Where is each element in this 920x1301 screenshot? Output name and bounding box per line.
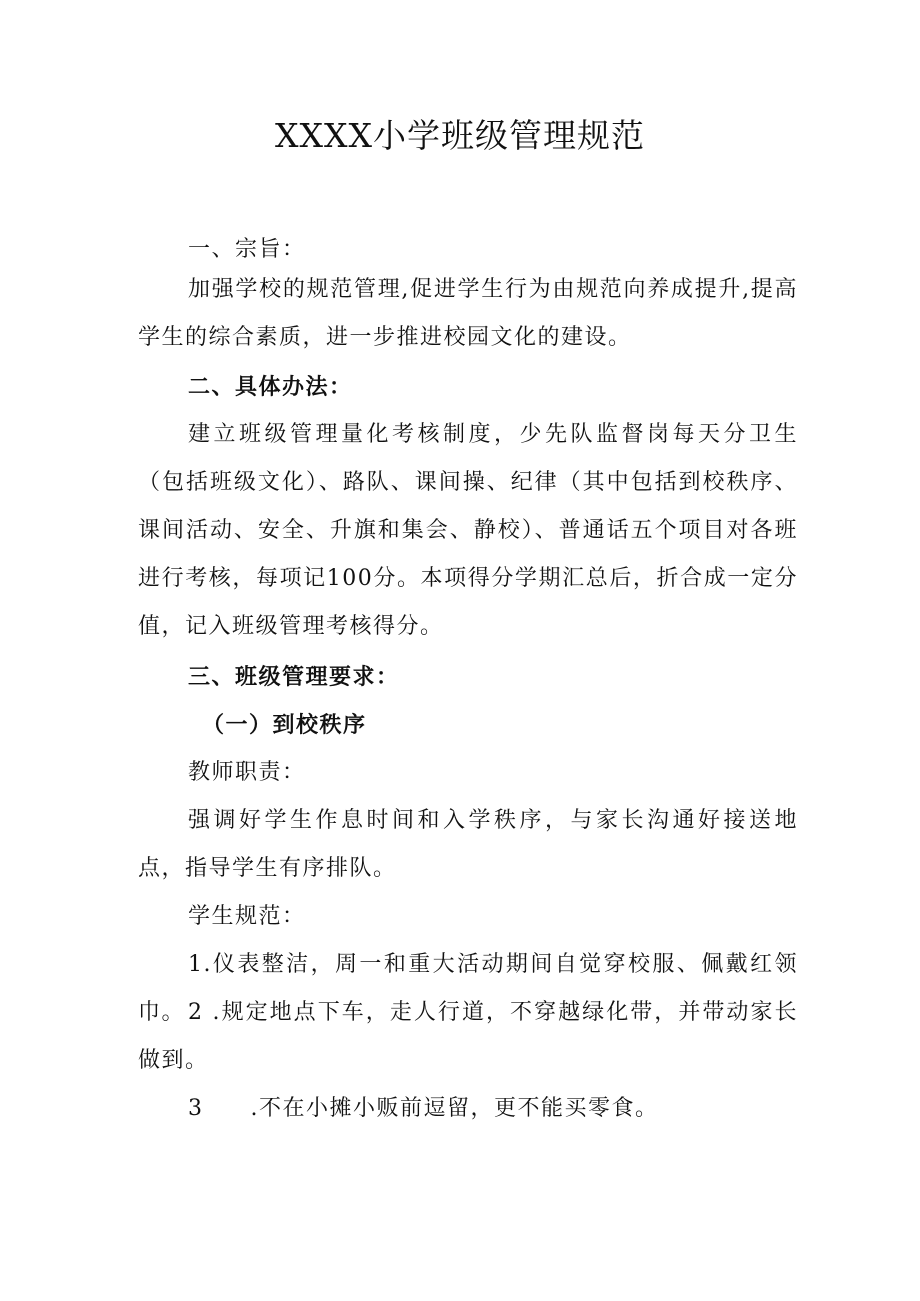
document-title: XXXX小学班级管理规范 <box>275 116 645 155</box>
section-2-body: 建立班级管理量化考核制度，少先队监督岗每天分卫生（包括班级文化）、路队、课间操、纪律（其中包括到校秩序、课间活动、安全、升旗和集会、静校）、普通话五个项目对各班进行考核，每项记100分。本项得分学期汇总后，折合成一定分值，记入班级管理考核得分。 <box>138 422 798 639</box>
student-rules-label: 学生规范： <box>188 904 306 929</box>
section-1-body: 加强学校的规范管理,促进学生行为由规范向养成提升,提高学生的综合素质，进一步推进校园文化的建设。 <box>138 277 798 350</box>
section-3-heading: 三、班级管理要求： <box>188 664 400 690</box>
section-2-heading: 二、具体办法： <box>188 374 353 400</box>
section-3-subheading-1: （一）到校秩序 <box>202 712 367 738</box>
section-1-heading: 一、宗旨： <box>188 237 306 262</box>
student-rule-3: 3 .不在小摊小贩前逗留，更不能买零食。 <box>188 1096 659 1121</box>
student-rule-2: 2 .规定地点下车，走人行道，不穿越绿化带，并带动家长做到。 <box>138 1000 798 1073</box>
teacher-duties-label: 教师职责： <box>188 760 306 785</box>
teacher-duties-body: 强调好学生作息时间和入学秩序，与家长沟通好接送地点，指导学生有序排队。 <box>138 808 798 881</box>
student-rule-1: 1.仪表整洁，周一和重大活动期间自觉穿校服、佩戴红领巾。 <box>138 952 798 1025</box>
